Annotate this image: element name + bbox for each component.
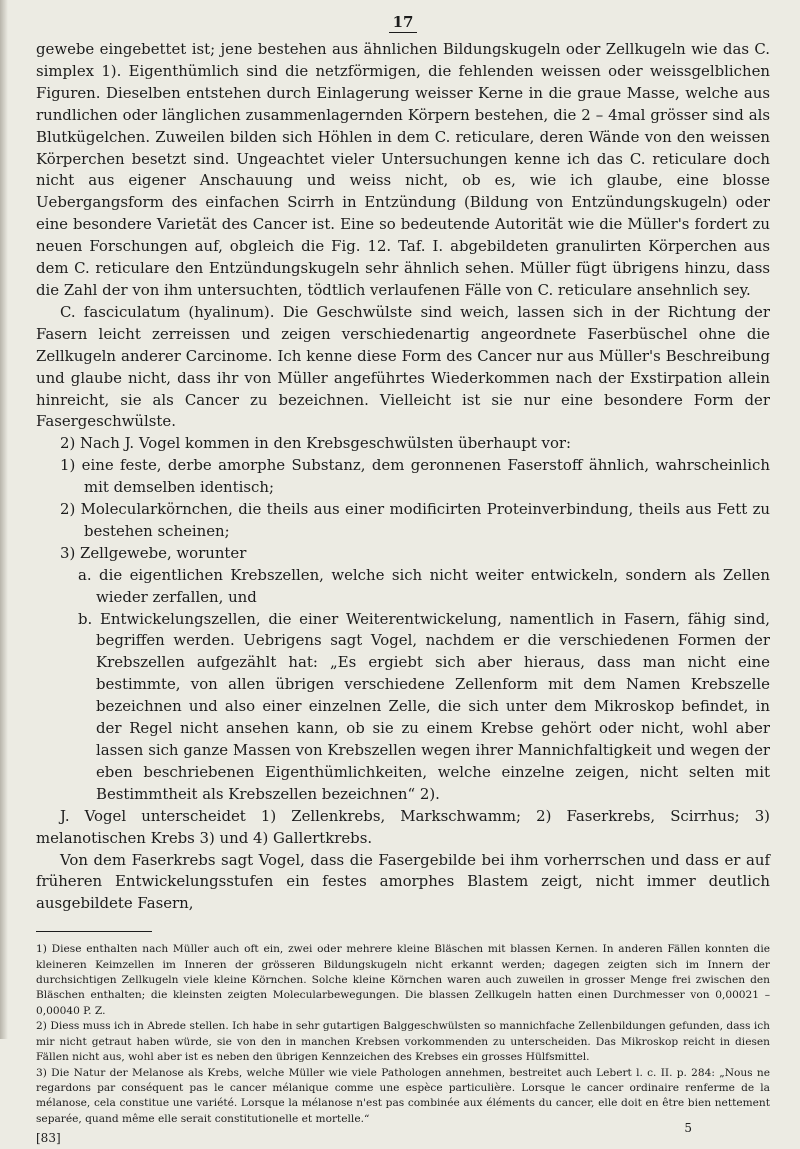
paragraph-vogel-types: J. Vogel unterscheidet 1) Zellenkrebs, Markschwamm; 2) Faserkrebs, Scirrhus; 3) melanotischen Krebs 3) und 4) Gallertkrebs. [36, 806, 770, 847]
list-item-cancer-cells: a. die eigentlichen Krebszellen, welche sich nicht weiter entwickeln, sondern als Zellen wieder zerfallen, und [78, 565, 770, 606]
list-item-development-cells: b. Entwickelungszellen, die einer Weiterentwickelung, namentlich in Fasern, fähig sind, begriffen werden. Uebrigens sagt Vogel, nachdem er die verschiedenen Formen der Krebszellen aufgezählt hat: „Es ergiebt sich aber hieraus, dass man nicht eine bestimmte, von allen übrigen verschiedene Zellenform mit dem Namen Krebszelle bezeichnen und also einer einzelnen Zelle, die sich unter dem Mikroskop befindet, in der Regel nicht ansehen kann, ob sie zu einem Krebse gehört oder nicht, wohl aber lassen sich ganze Massen von Krebszellen wegen ihrer Mannichfaltigkeit und wegen der eben beschriebenen Eigenthümlichkeiten, welche einzelne zeigen, nicht selten mit Bestimmtheit als Krebszellen bezeichnen“ 2). [78, 609, 770, 803]
footnote-3: 3) Die Natur der Melanose als Krebs, welche Müller wie viele Pathologen annehmen, bestreitet auch Lebert l. c. II. p. 284: „Nous ne regardons par conséquent pas le cancer mélanique comme une espèce particulière. Lorsque le cancer ordinaire renferme de la mélanose, cela constitue une variété. Lorsque la mélanose n'est pas combinée aux éléments du cancer, elle doit en être bien nettement separée, quand même elle serait constitutionelle et mortelle.“ [36, 1066, 770, 1125]
paragraph-vogel-intro: 2) Nach J. Vogel kommen in den Krebsgeschwülsten überhaupt vor: [60, 434, 572, 453]
book-binding-edge [0, 0, 8, 1039]
footnote-2: 2) Diess muss ich in Abrede stellen. Ich habe in sehr gutartigen Balggeschwülsten so mannichfache Zellenbildungen gefunden, dass ich mir nicht getraut haben würde, sie von den in manchen Krebsen vorkommenden zu unterscheiden. Das Mikroskop reicht in diesen Fällen nicht aus, wohl aber ist es neben den übrigen Kennzeichen des Krebses ein grosses Hülfsmittel. [36, 1020, 770, 1064]
paragraph-fibrous-cancer: Von dem Faserkrebs sagt Vogel, dass die Fasergebilde bei ihm vorherrschen und dass er auf früheren Entwickelungsstufen ein festes amorphes Blastem zeigt, nicht immer deutlich ausgebildete Fasern, [36, 850, 770, 913]
footnote-rule [36, 931, 152, 932]
footnote-1: 1) Diese enthalten nach Müller auch oft ein, zwei oder mehrere kleine Bläschen mit blassen Kernen. In anderen Fällen konnten die kleineren Keimzellen im Inneren der grösseren Bildungskugeln nicht erkannt werden; dagegen zeigten sich im Innern der durchsichtigen Zellkugeln viele kleine Körnchen. Solche kleine Körnchen waren auch zuweilen in grosser Menge frei zwischen den Bläschen enthalten; die kleinsten zeigten Molecularbewegungen. Die blassen Zellkugeln hatten einen Durchmesser von 0,00021 – 0,00040 P. Z. [36, 943, 770, 1017]
page-footer [36, 1121, 770, 1149]
page-header [36, 12, 770, 33]
paragraph-fasciculatum: C. fasciculatum (hyalinum). Die Geschwülste sind weich, lassen sich in der Richtung der Fasern leicht zerreissen und zeigen verschiedenartig angeordnete Faserbüschel ohne die Zellkugeln anderer Carcinome. Ich kenne diese Form des Cancer nur aus Müller's Beschreibung und glaube nicht, dass ihr von Müller angeführtes Wiederkommen nach der Exstirpation allein hinreicht, sie als Cancer zu bezeichnen. Vielleicht ist sie nur eine besondere Form der Fasergeschwülste. [36, 302, 770, 431]
page-number: 17 [389, 13, 418, 33]
list-item-cellular-tissue: 3) Zellgewebe, worunter [60, 543, 247, 562]
bracket-page-signature: [83] [36, 1131, 61, 1146]
list-item-substance: 1) eine feste, derbe amorphe Substanz, dem geronnenen Faserstoff ähnlich, wahrscheinlich mit demselben identisch; [60, 456, 770, 497]
book-page [36, 12, 770, 1149]
footnotes [36, 942, 770, 1127]
list-item-molecular: 2) Molecularkörnchen, die theils aus einer modificirten Proteinverbindung, theils aus Fett zu bestehen scheinen; [60, 500, 770, 540]
main-text [36, 39, 770, 915]
sheet-signature-mark: 5 [684, 1121, 692, 1136]
paragraph-reticulare: gewebe eingebettet ist; jene bestehen aus ähnlichen Bildungskugeln oder Zellkugeln wie das C. simplex 1). Eigenthümlich sind die netzförmigen, die fehlenden weissen oder weissgelblichen Figuren. Dieselben entstehen durch Einlagerung weisser Kerne in die graue Masse, welche aus rundlichen oder länglichen zusammenlagernden Körpern bestehen, die 2 – 4mal grösser sind als Blutkügelchen. Zuweilen bilden sich Höhlen in dem C. reticulare, deren Wände von den weissen Körperchen besetzt sind. Ungeachtet vieler Untersuchungen kenne ich das C. reticulare doch nicht aus eigener Anschauung und weiss nicht, ob es, wie ich glaube, eine blosse Uebergangsform des einfachen Scirrh in Entzündung (Bildung von Entzündungskugeln) oder eine besondere Varietät des Cancer ist. Eine so bedeutende Autorität wie die Müller's fordert zu neuen Forschungen auf, obgleich die Fig. 12. Taf. I. abgebildeten granulirten Körperchen aus dem C. reticulare den Entzündungskugeln sehr ähnlich sehen. Müller fügt übrigens hinzu, dass die Zahl der von ihm untersuchten, tödtlich verlaufenen Fälle von C. reticulare ansehnlich sey. [36, 40, 770, 299]
